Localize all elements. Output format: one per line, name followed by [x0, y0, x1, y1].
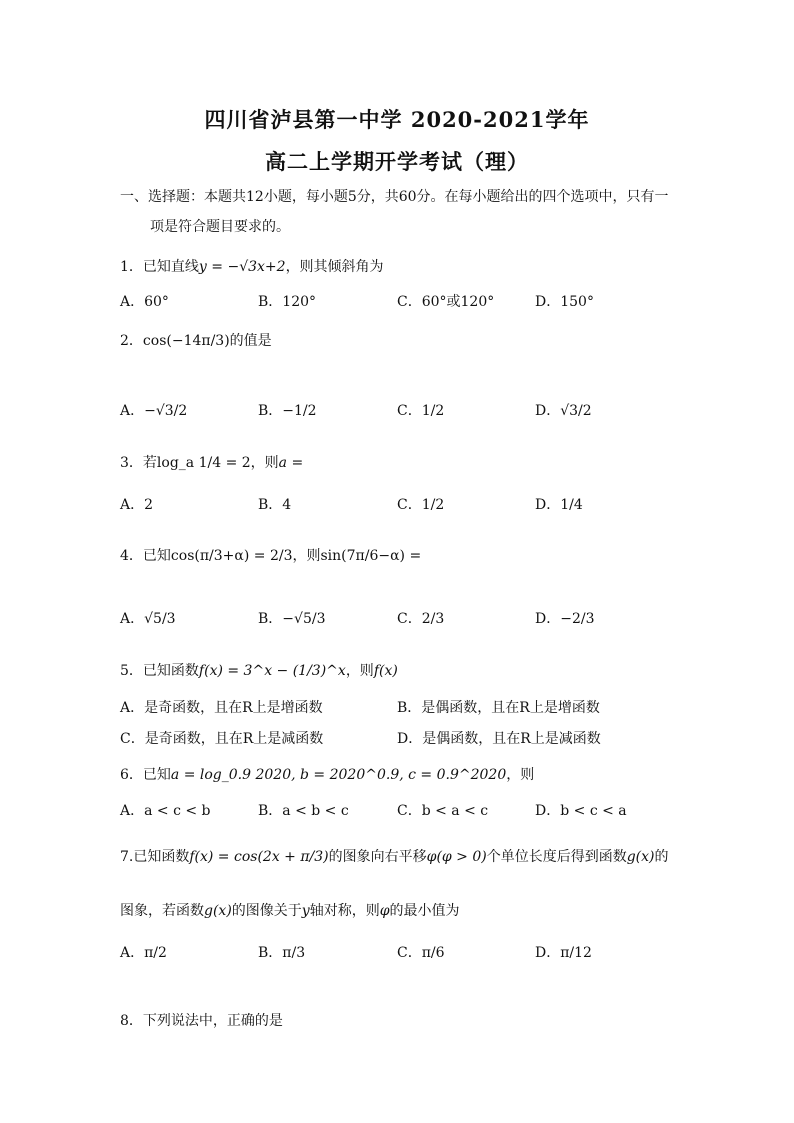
q5-tail: f(x): [373, 663, 398, 679]
q1-option-d: D．150°: [535, 294, 594, 310]
q5-prefix: 5．已知函数: [120, 663, 199, 679]
q3-suffix: ，则: [250, 455, 279, 471]
q6-option-b: B．a < b < c: [258, 803, 349, 819]
q7-line2-b: g(x): [204, 903, 232, 919]
q6-prefix: 6．已知: [120, 767, 171, 783]
question-4: [120, 545, 421, 565]
question-3: [120, 452, 303, 472]
q7-line2-c: 的图像关于: [231, 903, 302, 919]
q7-line2-g: 的最小值为: [389, 903, 460, 919]
q4-mid: ，则: [292, 548, 321, 564]
q6-option-a: A．a < c < b: [120, 803, 211, 819]
exam-title-line2: 高二上学期开学考试（理）: [265, 149, 529, 174]
q5-mid: ，则: [345, 663, 374, 679]
q7-expression: f(x) = cos(2x + π/3): [189, 849, 329, 865]
q5-expression: f(x) = 3^x − (1/3)^x: [198, 663, 346, 679]
q7-mid1: 的图象向右平移: [328, 849, 427, 865]
q4-option-a: A．√5/3: [120, 611, 176, 627]
q4-expression-2: sin(7π/6−α) =: [320, 548, 422, 564]
q5-option-b: B．是偶函数，且在R上是增函数: [397, 700, 600, 716]
exam-title-line1: 四川省泸县第一中学 2020-2021学年: [204, 107, 590, 132]
q6-suffix: ，则: [506, 767, 535, 783]
q4-prefix: 4．已知: [120, 548, 171, 564]
q7-end1: 的: [654, 849, 669, 865]
q4-expression-1: cos(π/3+α) = 2/3: [170, 548, 293, 564]
q6-option-c: C．b < a < c: [397, 803, 489, 819]
section-intro-line1: 一、选择题：本题共12小题，每小题5分，共60分。在每小题给出的四个选项中，只有一: [120, 189, 669, 205]
q7-prefix: 7.已知函数: [120, 849, 190, 865]
q1-option-a: A．60°: [120, 294, 169, 310]
q3-option-c: C．1/2: [397, 497, 445, 513]
q3-prefix: 3．若: [120, 455, 157, 471]
q2-option-a: A．−√3/2: [120, 403, 188, 419]
section-intro-line2: 项是符合题目要求的。: [150, 219, 290, 235]
q2-prefix: 2．: [120, 333, 143, 349]
q2-suffix: 的值是: [229, 333, 272, 349]
q2-expression: cos(−14π/3): [142, 333, 230, 349]
q7-line2-e: 轴对称，则: [309, 903, 380, 919]
q3-option-b: B．4: [258, 497, 292, 513]
q7-phi: φ(φ > 0): [426, 849, 487, 865]
question-1: [120, 256, 384, 276]
q3-variable: a =: [278, 455, 304, 471]
q7-option-a: A．π/2: [120, 945, 167, 961]
q4-option-b: B．−√5/3: [258, 611, 326, 627]
question-7-line1: [120, 846, 669, 866]
question-6: [120, 764, 534, 784]
q5-option-c: C．是奇函数，且在R上是减函数: [120, 731, 324, 747]
q3-option-a: A．2: [120, 497, 154, 513]
q2-option-b: B．−1/2: [258, 403, 317, 419]
q7-line2-a: 图象，若函数: [120, 903, 204, 919]
q7-mid2: 个单位长度后得到函数: [486, 849, 627, 865]
question-5: [120, 660, 398, 680]
q1-option-b: B．120°: [258, 294, 317, 310]
q5-option-a: A．是奇函数，且在R上是增函数: [120, 700, 323, 716]
q6-option-d: D．b < c < a: [535, 803, 627, 819]
q3-expression: log_a 1/4 = 2: [156, 455, 251, 471]
q7-g: g(x): [626, 849, 655, 865]
q2-option-d: D．√3/2: [535, 403, 592, 419]
q7-option-d: D．π/12: [535, 945, 592, 961]
q1-prefix: 1．已知直线: [120, 259, 199, 275]
q6-expression: a = log_0.9 2020, b = 2020^0.9, c = 0.9^2020: [170, 767, 507, 783]
q7-line2-f: φ: [379, 903, 390, 919]
question-7-line2: [120, 900, 460, 920]
q7-option-c: C．π/6: [397, 945, 445, 961]
q2-option-c: C．1/2: [397, 403, 445, 419]
q4-option-d: D．−2/3: [535, 611, 595, 627]
q3-option-d: D．1/4: [535, 497, 583, 513]
q1-suffix: ，则其倾斜角为: [285, 259, 384, 275]
q5-option-d: D．是偶函数，且在R上是减函数: [397, 731, 601, 747]
question-2: [120, 330, 272, 350]
q1-equation: y = −√3x+2: [198, 259, 286, 275]
q1-option-c: C．60°或120°: [397, 294, 495, 310]
question-8: 8．下列说法中，正确的是: [120, 1013, 283, 1029]
q4-option-c: C．2/3: [397, 611, 445, 627]
q7-line2-d: y: [301, 903, 310, 919]
q7-option-b: B．π/3: [258, 945, 306, 961]
